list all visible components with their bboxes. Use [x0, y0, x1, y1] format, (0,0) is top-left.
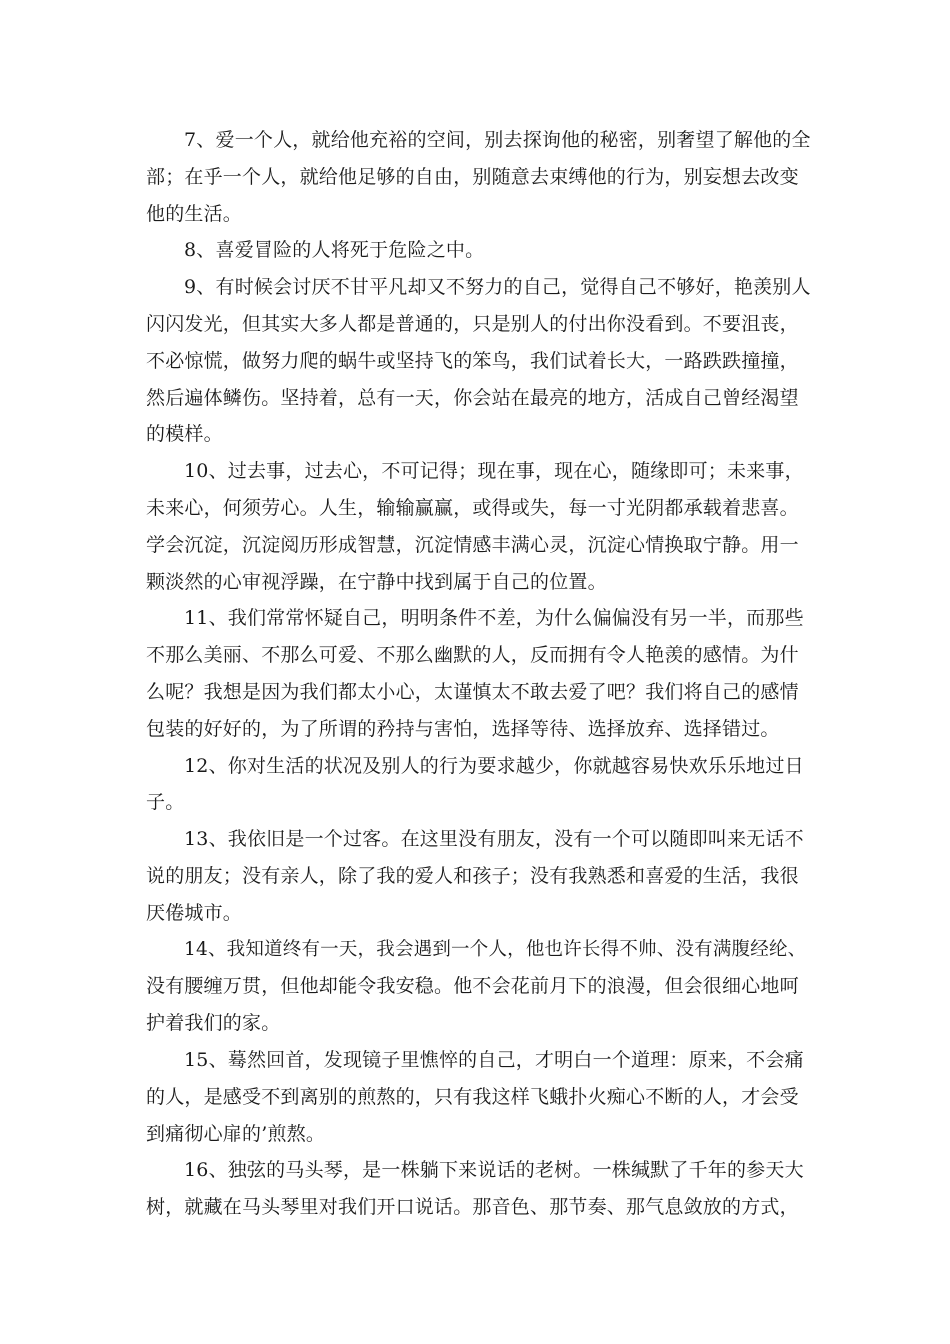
text-line: 未来心，何须劳心。人生，输输赢赢，或得或失，每一寸光阴都承载着悲喜。	[146, 496, 799, 519]
text-line: 颗淡然的心审视浮躁，在宁静中找到属于自己的位置。	[146, 570, 607, 593]
text-line: 然后遍体鳞伤。坚持着，总有一天，你会站在最亮的地方，活成自己曾经渴望	[146, 386, 799, 409]
paragraph	[146, 269, 812, 453]
paragraph	[146, 1152, 812, 1226]
text-line: 的人，是感受不到离别的煎熬的，只有我这样飞蛾扑火痴心不断的人，才会受	[146, 1085, 799, 1108]
paragraph	[146, 821, 812, 931]
text-line: 8、喜爱冒险的人将死于危险之中。	[184, 239, 485, 262]
text-line: 学会沉淀，沉淀阅历形成智慧，沉淀情感丰满心灵，沉淀心情换取宁静。用一	[146, 533, 799, 556]
paragraph	[146, 122, 812, 232]
text-line: 包装的好好的，为了所谓的矜持与害怕，选择等待、选择放弃、选择错过。	[146, 717, 780, 740]
text-line: 他的生活。	[146, 202, 243, 225]
paragraph	[146, 1042, 812, 1152]
text-line: 说的朋友；没有亲人，除了我的爱人和孩子；没有我熟悉和喜爱的生活，我很	[146, 864, 799, 887]
text-line: 么呢？我想是因为我们都太小心，太谨慎太不敢去爱了吧？我们将自己的感情	[146, 680, 799, 703]
text-line: 的模样。	[146, 423, 223, 446]
text-line: 不必惊慌，做努力爬的蜗牛或坚持飞的笨鸟，我们试着长大，一路跌跌撞撞，	[146, 349, 799, 372]
text-line: 14、我知道终有一天，我会遇到一个人，他也许长得不帅、没有满腹经纶、	[184, 938, 807, 960]
text-line: 16、独弦的马头琴，是一株躺下来说话的老树。一株缄默了千年的参天大	[184, 1159, 804, 1182]
text-line: 15、蓦然回首，发现镜子里憔悴的自己，才明白一个道理：原来，不会痛	[184, 1048, 804, 1071]
text-line: 12、你对生活的状况及别人的行为要求越少，你就越容易快欢乐乐地过日	[184, 754, 804, 777]
paragraph	[146, 600, 812, 747]
text-line: 部；在乎一个人，就给他足够的自由，别随意去束缚他的行为，别妄想去改变	[146, 165, 799, 188]
text-line: 9、有时候会讨厌不甘平凡却又不努力的自己，觉得自己不够好，艳羡别人	[184, 276, 811, 299]
paragraph	[146, 932, 812, 1042]
text-line: 护着我们的家。	[146, 1012, 281, 1035]
document-body	[146, 122, 812, 1226]
paragraph	[146, 232, 812, 269]
text-line: 闪闪发光，但其实大多人都是普通的，只是别人的付出你没看到。不要沮丧，	[146, 312, 799, 335]
text-line: 7、爱一个人，就给他充裕的空间，别去探询他的秘密，别奢望了解他的全	[184, 129, 811, 151]
text-line: 树，就藏在马头琴里对我们开口说话。那音色、那节奏、那气息敛放的方式，	[146, 1196, 799, 1219]
text-line: 没有腰缠万贯，但他却能令我安稳。他不会花前月下的浪漫，但会很细心地呵	[146, 975, 799, 998]
text-line: 10、过去事，过去心，不可记得；现在事，现在心，随缘即可；未来事，	[184, 460, 804, 483]
text-line: 13、我依旧是一个过客。在这里没有朋友，没有一个可以随即叫来无话不	[184, 828, 804, 851]
text-line: 到痛彻心扉的’煎熬。	[146, 1122, 326, 1145]
text-line: 不那么美丽、不那么可爱、不那么幽默的人，反而拥有令人艳羡的感情。为什	[146, 644, 799, 667]
text-line: 厌倦城市。	[146, 901, 243, 924]
paragraph	[146, 453, 812, 600]
text-line: 子。	[146, 791, 185, 814]
paragraph	[146, 748, 812, 822]
text-line: 11、我们常常怀疑自己，明明条件不差，为什么偏偏没有另一半，而那些	[184, 607, 804, 630]
